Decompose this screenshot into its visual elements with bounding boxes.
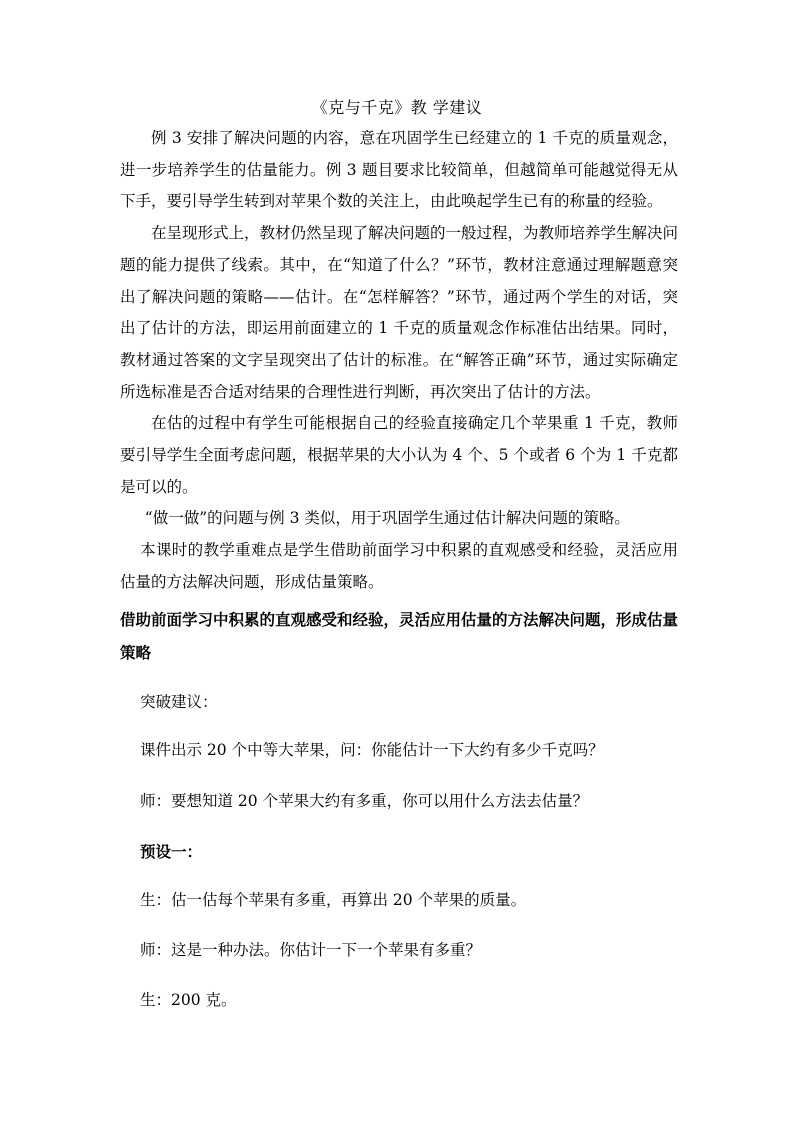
paragraph-2: 在呈现形式上，教材仍然呈现了解决问题的一般过程，为教师培养学生解决问题的能力提供了线索。其中，在“知道了什么？”环节，教材注意通过理解题意突出了解决问题的策略——估计。在“怎样解答？”环节，通过两个学生的对话，突出了估计的方法，即运用前面建立的 1 千克的质量观念作标准估出结果。同时，教材通过答案的文字呈现突出了估计的标准。在“解答正确”环节，通过实际确定所选标准是否合适对结果的合理性进行判断，再次突出了估计的方法。 — [120, 224, 679, 401]
document-body — [120, 123, 678, 599]
dialogue-line-3: 生：估一估每个苹果有多重，再算出 20 个苹果的质量。 — [140, 891, 527, 909]
document-title: 《克与千克》教 学建议 — [311, 98, 483, 117]
paragraph-5: 本课时的教学重难点是学生借助前面学习中积累的直观感受和经验，灵活应用估量的方法解决问题，形成估量策略。 — [120, 541, 678, 591]
dialogue-line-1: 课件出示 20 个中等大苹果，问：你能估计一下大约有多少千克吗？ — [140, 741, 604, 759]
dialogue-line-4: 师：这是一种办法。你估计一下一个苹果有多重？ — [140, 941, 482, 959]
dialogue-line-2: 师：要想知道 20 个苹果大约有多重，你可以用什么方法去估量？ — [140, 792, 589, 810]
paragraph-3: 在估的过程中有学生可能根据自己的经验直接确定几个苹果重 1 千克，教师要引导学生全面考虑问题，根据苹果的大小认为 4 个、5 个或者 6 个为 1 千克都是可以的。 — [120, 414, 678, 496]
breakthrough-label: 突破建议： — [140, 693, 218, 711]
key-point-heading: 借助前面学习中积累的直观感受和经验，灵活应用估量的方法解决问题，形成估量策略 — [120, 610, 679, 662]
paragraph-1: 例 3 安排了解决问题的内容，意在巩固学生已经建立的 1 千克的质量观念，进一步培养学生的估量能力。例 3 题目要求比较简单，但越简单可能越觉得无从下手，要引导学生转到对苹果个数的关注上，由此唤起学生已有的称量的经验。 — [120, 129, 678, 211]
dialogue-line-5: 生：200 克。 — [140, 991, 237, 1009]
preset-label: 预设一： — [140, 842, 203, 861]
paragraph-4: “做一做”的问题与例 3 类似，用于巩固学生通过估计解决问题的策略。 — [144, 509, 630, 528]
